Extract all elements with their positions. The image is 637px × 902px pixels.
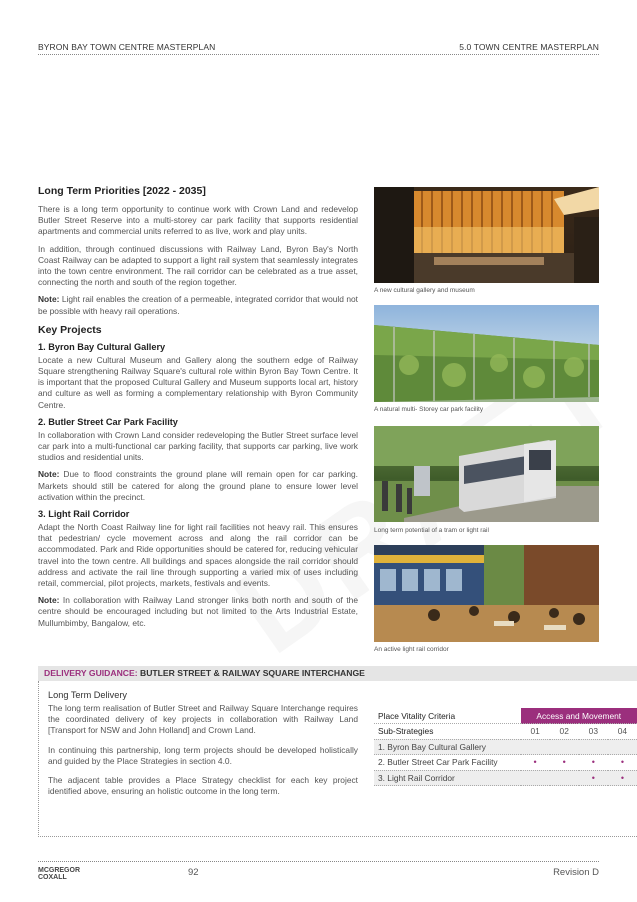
col-04: 04 xyxy=(608,724,637,740)
main-text-column xyxy=(38,185,358,635)
table-row xyxy=(374,770,637,786)
car-park-photo xyxy=(374,305,599,402)
row-label: 3. Light Rail Corridor xyxy=(374,770,521,786)
row-mark xyxy=(579,739,608,755)
row-mark: • xyxy=(579,770,608,786)
row-mark xyxy=(521,770,550,786)
note-2 xyxy=(38,469,358,503)
col-01: 01 xyxy=(521,724,550,740)
row-label: 1. Byron Bay Cultural Gallery xyxy=(374,739,521,755)
page-number: 92 xyxy=(188,867,199,878)
tram-caption: Long term potential of a tram or light rail xyxy=(374,527,489,534)
note-label: Note: xyxy=(38,595,60,606)
row-mark: • xyxy=(608,770,637,786)
row-mark: • xyxy=(579,755,608,771)
table-header-row xyxy=(374,708,637,724)
project-2-text: In collaboration with Crown Land consider redeveloping the Butler Street surface level car park into a multi-functional car parking facility, that supports car parking, live work studios and residential units. xyxy=(38,429,358,463)
revision-label: Revision D xyxy=(553,867,599,878)
tram-illustration xyxy=(374,426,599,522)
project-1-text: Locate a new Cultural Museum and Gallery along the southern edge of Railway Square strengthening Railway Square's cultural role within Byron Bay Town Centre. It is important that the proposed Cultural Gallery and Museum supports local art, history and culture as well as forming a complementary relationship with Byron Community Centre. xyxy=(38,354,358,410)
row-mark: • xyxy=(608,755,637,771)
row-mark: • xyxy=(550,755,579,771)
table-row xyxy=(374,755,637,771)
mcgregor-coxall-logo xyxy=(38,867,80,881)
key-projects-heading: Key Projects xyxy=(38,323,102,336)
delivery-title: Long Term Delivery xyxy=(48,690,127,700)
band-title-text: BUTLER STREET & RAILWAY SQUARE INTERCHANGE xyxy=(137,668,365,678)
gallery-photo xyxy=(374,187,599,283)
row-mark xyxy=(608,739,637,755)
car-park-caption: A natural multi- Storey car park facility xyxy=(374,406,484,413)
note-1 xyxy=(38,294,358,316)
car-park-illustration xyxy=(374,305,599,402)
access-movement-header: Access and Movement xyxy=(521,708,637,724)
delivery-paragraph-1: The long term realisation of Butler Street and Railway Square Interchange requires the coordinated delivery of key projects in collaboration with Railway Land [Transport for NSW and John Holland] and Crown Land. xyxy=(48,703,358,736)
delivery-paragraph-2: In continuing this partnership, long term projects should be developed holistically and guided by the Place Strategies in section 4.0. xyxy=(48,744,358,766)
table-subheader-row xyxy=(374,724,637,740)
logo-line-2: COXALL xyxy=(38,874,67,881)
project-3-title: 3. Light Rail Corridor xyxy=(38,509,130,520)
note-3 xyxy=(38,595,358,629)
delivery-guidance-band xyxy=(38,666,637,681)
row-mark xyxy=(550,739,579,755)
logo-line-1: MCGREGOR xyxy=(38,867,80,874)
project-3-text: Adapt the North Coast Railway line for light rail facilities not heavy rail. This ensures that pedestrian/ cycle movement across and along the rail corridor can be accommodated. Park and Ride opportunities should be catered for, reducing vehicular travel into the town centre. All buildings and spaces alongside the rail corridor should address and activate the rail line through supporting a varied mix of uses including retail, commercial, pilot projects, markets, festivals and events. xyxy=(38,522,358,589)
project-1-title: 1. Byron Bay Cultural Gallery xyxy=(38,341,166,352)
header-title: BYRON BAY TOWN CENTRE MASTERPLAN xyxy=(38,42,216,52)
rail-corridor-caption: An active light rail corridor xyxy=(374,646,449,653)
note-label: Note: xyxy=(38,469,60,480)
gallery-caption: A new cultural gallery and museum xyxy=(374,287,475,294)
header-section: 5.0 TOWN CENTRE MASTERPLAN xyxy=(459,42,599,52)
note-text: Due to flood constraints the ground plane will remain open for car parking. Markets should still be catered for along the ground plane to ensure lower level activation within the precinct. xyxy=(38,469,358,502)
paragraph-2: In addition, through continued discussions with Railway Land, Byron Bay's North Coast Railway can be adapted to support a light rail system that seamlessly integrates into the town centre environment. The rail corridor can be celebrated as a true asset, connecting the north and south of the region together. xyxy=(38,243,358,288)
row-mark: • xyxy=(521,755,550,771)
row-mark xyxy=(521,739,550,755)
footer-divider xyxy=(38,861,599,862)
note-text: Light rail enables the creation of a permeable, integrated corridor that would not be possible with heavy rail operations. xyxy=(38,294,358,316)
delivery-text-column xyxy=(48,690,358,805)
header-divider xyxy=(38,54,599,55)
col-03: 03 xyxy=(579,724,608,740)
gallery-illustration xyxy=(374,187,599,283)
tram-photo xyxy=(374,426,599,522)
paragraph-1: There is a long term opportunity to continue work with Crown Land and redevelop Butler Street Reserve into a multi-storey car park facility that supports residential apartments and commercial units referred to as live, work and play units. xyxy=(38,204,358,237)
delivery-paragraph-3: The adjacent table provides a Place Strategy checklist for each key project identified above, ensuring an holistic outcome in the long term. xyxy=(48,775,358,797)
place-strategy-table xyxy=(374,708,637,786)
criteria-label: Place Vitality Criteria xyxy=(374,708,521,724)
note-text: In collaboration with Railway Land stronger links both north and south of the centre should be encouraged including but not limited to the Arts Industrial Estate, Mullumbimby, Bangalow, etc. xyxy=(38,595,358,628)
rail-corridor-photo xyxy=(374,545,599,642)
section-title: Long Term Priorities [2022 - 2035] xyxy=(38,185,206,197)
table-row xyxy=(374,739,637,755)
row-label: 2. Butler Street Car Park Facility xyxy=(374,755,521,771)
row-mark xyxy=(550,770,579,786)
project-2-title: 2. Butler Street Car Park Facility xyxy=(38,416,178,427)
note-label: Note: xyxy=(38,294,60,305)
rail-corridor-illustration xyxy=(374,545,599,642)
band-accent-text: DELIVERY GUIDANCE: xyxy=(44,668,138,678)
sub-strategies-label: Sub-Strategies xyxy=(374,724,521,740)
col-02: 02 xyxy=(550,724,579,740)
